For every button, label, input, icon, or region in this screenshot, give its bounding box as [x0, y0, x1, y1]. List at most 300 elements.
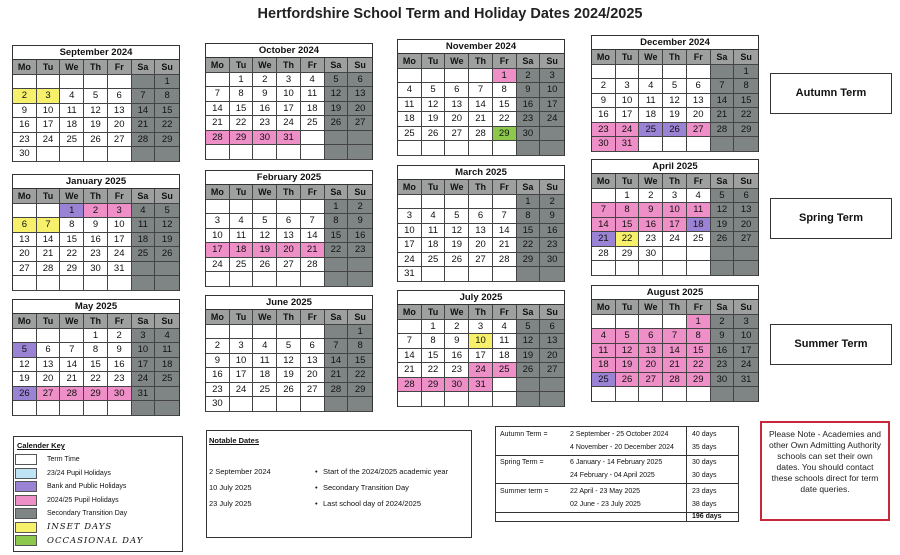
day-cell: 15: [325, 229, 349, 244]
day-cell: 16: [84, 233, 108, 248]
day-cell: 16: [108, 358, 132, 373]
day-cell: 18: [253, 368, 277, 383]
day-cell: 8: [155, 89, 179, 104]
day-cell: 14: [132, 104, 156, 119]
bullet: •: [315, 483, 318, 492]
day-cell: 3: [277, 73, 301, 88]
weekday-header: We: [60, 60, 84, 75]
day-cell: 4: [301, 73, 325, 88]
weekday-header: Fr: [108, 314, 132, 329]
month-title: August 2025: [646, 287, 704, 298]
empty-cell: [155, 276, 179, 291]
day-cell: 9: [592, 94, 616, 109]
day-cell: 21: [663, 358, 687, 373]
day-cell: 26: [517, 363, 541, 378]
weekday-header: Su: [734, 50, 758, 65]
empty-cell: [37, 276, 61, 291]
weekday-header: Su: [734, 174, 758, 189]
weekday-header: Fr: [108, 189, 132, 204]
weekday-header: Fr: [687, 300, 711, 315]
day-cell: 6: [37, 343, 61, 358]
day-cell: 26: [711, 232, 735, 247]
day-cell: 8: [325, 214, 349, 229]
day-cell: 29: [155, 133, 179, 148]
empty-cell: [616, 315, 640, 330]
day-cell: 4: [60, 89, 84, 104]
weekday-header: Mo: [206, 185, 230, 200]
day-cell: 18: [493, 349, 517, 364]
day-cell: 5: [663, 79, 687, 94]
day-cell: 17: [230, 368, 254, 383]
month-title: December 2024: [640, 37, 710, 48]
day-cell: 20: [277, 243, 301, 258]
weekday-header: Tu: [37, 60, 61, 75]
empty-cell: [325, 145, 349, 160]
empty-cell: [592, 387, 616, 402]
day-cell: 9: [84, 218, 108, 233]
day-cell: 18: [155, 358, 179, 373]
month-grid: [398, 53, 564, 156]
day-cell: 31: [616, 137, 640, 152]
day-cell: 1: [60, 204, 84, 219]
empty-cell: [734, 261, 758, 276]
empty-cell: [445, 195, 469, 210]
day-cell: 25: [132, 247, 156, 262]
empty-cell: [711, 137, 735, 152]
day-cell: 13: [108, 104, 132, 119]
notable-dates: [206, 430, 472, 538]
empty-cell: [398, 69, 422, 84]
day-cell: 23: [517, 112, 541, 127]
day-cell: 24: [734, 358, 758, 373]
day-cell: 11: [132, 218, 156, 233]
day-cell: 1: [734, 65, 758, 80]
day-cell: 30: [711, 373, 735, 388]
day-cell: 14: [325, 354, 349, 369]
weekday-header: Sa: [711, 174, 735, 189]
day-cell: 15: [422, 349, 446, 364]
day-cell: 25: [155, 372, 179, 387]
day-cell: 19: [663, 108, 687, 123]
empty-cell: [108, 276, 132, 291]
day-cell: 30: [445, 378, 469, 393]
empty-cell: [13, 329, 37, 344]
weekday-header: Mo: [206, 310, 230, 325]
day-cell: 31: [277, 131, 301, 146]
day-cell: 30: [517, 127, 541, 142]
day-cell: 24: [616, 123, 640, 138]
key-label: Term Time: [47, 456, 80, 464]
day-cell: 30: [253, 131, 277, 146]
empty-cell: [325, 131, 349, 146]
weekday-header: Fr: [493, 54, 517, 69]
day-cell: 22: [687, 358, 711, 373]
empty-cell: [60, 276, 84, 291]
day-cell: 20: [734, 218, 758, 233]
day-cell: 15: [734, 94, 758, 109]
empty-cell: [60, 329, 84, 344]
weekday-header: Th: [277, 185, 301, 200]
day-cell: 13: [469, 224, 493, 239]
empty-cell: [132, 147, 156, 162]
month-calendar: [205, 43, 373, 160]
summary-total: 196 days: [692, 513, 722, 520]
empty-cell: [108, 147, 132, 162]
day-cell: 6: [348, 73, 372, 88]
day-cell: 14: [398, 349, 422, 364]
day-cell: 17: [206, 243, 230, 258]
day-cell: 26: [616, 373, 640, 388]
weekday-header: Fr: [493, 305, 517, 320]
day-cell: 14: [301, 229, 325, 244]
weekday-header: Tu: [616, 50, 640, 65]
day-cell: 31: [734, 373, 758, 388]
day-cell: 23: [540, 238, 564, 253]
day-cell: 16: [517, 98, 541, 113]
notable-desc: Start of the 2024/2025 academic year: [323, 467, 449, 476]
day-cell: 13: [687, 94, 711, 109]
day-cell: 17: [37, 118, 61, 133]
day-cell: 7: [325, 339, 349, 354]
empty-cell: [493, 392, 517, 407]
weekday-header: Th: [469, 305, 493, 320]
day-cell: 17: [734, 344, 758, 359]
day-cell: 14: [663, 344, 687, 359]
empty-cell: [13, 204, 37, 219]
weekday-header: Tu: [422, 180, 446, 195]
day-cell: 3: [616, 79, 640, 94]
day-cell: 20: [639, 358, 663, 373]
empty-cell: [493, 195, 517, 210]
empty-cell: [592, 189, 616, 204]
key-swatch: [15, 481, 37, 492]
weekday-header: Tu: [616, 174, 640, 189]
empty-cell: [230, 145, 254, 160]
day-cell: 17: [108, 233, 132, 248]
weekday-header: Su: [155, 314, 179, 329]
day-cell: 2: [253, 73, 277, 88]
empty-cell: [13, 401, 37, 416]
day-cell: 12: [325, 87, 349, 102]
day-cell: 30: [13, 147, 37, 162]
empty-cell: [663, 247, 687, 262]
day-cell: 20: [469, 238, 493, 253]
empty-cell: [540, 141, 564, 156]
empty-cell: [639, 387, 663, 402]
empty-cell: [616, 261, 640, 276]
weekday-header: Sa: [325, 58, 349, 73]
day-cell: 6: [734, 189, 758, 204]
empty-cell: [422, 267, 446, 282]
day-cell: 27: [734, 232, 758, 247]
day-cell: 13: [639, 344, 663, 359]
empty-cell: [517, 378, 541, 393]
day-cell: 13: [277, 229, 301, 244]
empty-cell: [60, 147, 84, 162]
empty-cell: [132, 276, 156, 291]
empty-cell: [277, 397, 301, 412]
calendar-key: [13, 436, 183, 552]
day-cell: 22: [155, 118, 179, 133]
empty-cell: [37, 401, 61, 416]
weekday-header: Th: [663, 174, 687, 189]
empty-cell: [132, 75, 156, 90]
bullet: •: [315, 467, 318, 476]
empty-cell: [348, 272, 372, 287]
day-cell: 23: [445, 363, 469, 378]
empty-cell: [206, 73, 230, 88]
weekday-header: We: [445, 180, 469, 195]
summary-term: Spring Term =: [500, 459, 544, 466]
summary-range: 22 April - 23 May 2025: [570, 488, 641, 495]
day-cell: 29: [616, 247, 640, 262]
day-cell: 16: [540, 224, 564, 239]
day-cell: 20: [13, 247, 37, 262]
day-cell: 1: [230, 73, 254, 88]
day-cell: 24: [37, 133, 61, 148]
empty-cell: [277, 200, 301, 215]
day-cell: 6: [277, 214, 301, 229]
day-cell: 17: [398, 238, 422, 253]
day-cell: 24: [663, 232, 687, 247]
key-item: [15, 453, 182, 467]
month-calendar: [205, 170, 373, 287]
day-cell: 9: [711, 329, 735, 344]
weekday-header: Fr: [301, 58, 325, 73]
day-cell: 28: [469, 127, 493, 142]
day-cell: 7: [493, 209, 517, 224]
weekday-header: Th: [84, 60, 108, 75]
weekday-header: We: [639, 174, 663, 189]
weekday-header: Tu: [230, 58, 254, 73]
empty-cell: [253, 397, 277, 412]
empty-cell: [734, 137, 758, 152]
day-cell: 24: [230, 383, 254, 398]
day-cell: 21: [325, 368, 349, 383]
month-title: April 2025: [652, 161, 698, 172]
empty-cell: [325, 325, 349, 340]
day-cell: 4: [687, 189, 711, 204]
day-cell: 17: [616, 108, 640, 123]
day-cell: 28: [325, 383, 349, 398]
empty-cell: [301, 200, 325, 215]
month-calendar: [12, 45, 180, 162]
day-cell: 27: [348, 116, 372, 131]
day-cell: 18: [398, 112, 422, 127]
day-cell: 2: [639, 189, 663, 204]
weekday-header: Mo: [592, 50, 616, 65]
day-cell: 6: [13, 218, 37, 233]
key-swatch: [15, 535, 37, 546]
weekday-header: Th: [84, 189, 108, 204]
empty-cell: [60, 401, 84, 416]
weekday-header: We: [253, 310, 277, 325]
day-cell: 20: [301, 368, 325, 383]
weekday-header: Su: [155, 189, 179, 204]
weekday-header: Tu: [422, 305, 446, 320]
day-cell: 24: [206, 258, 230, 273]
day-cell: 18: [230, 243, 254, 258]
day-cell: 30: [540, 253, 564, 268]
day-cell: 2: [206, 339, 230, 354]
day-cell: 3: [206, 214, 230, 229]
weekday-header: Th: [277, 58, 301, 73]
day-cell: 10: [108, 218, 132, 233]
empty-cell: [663, 65, 687, 80]
day-cell: 6: [639, 329, 663, 344]
day-cell: 27: [301, 383, 325, 398]
day-cell: 25: [422, 253, 446, 268]
weekday-header: We: [253, 58, 277, 73]
empty-cell: [469, 267, 493, 282]
summary-days: 30 days: [692, 459, 717, 466]
day-cell: 10: [132, 343, 156, 358]
empty-cell: [301, 397, 325, 412]
day-cell: 13: [445, 98, 469, 113]
empty-cell: [687, 247, 711, 262]
day-cell: 22: [517, 238, 541, 253]
day-cell: 1: [616, 189, 640, 204]
month-title: October 2024: [258, 45, 320, 56]
empty-cell: [687, 261, 711, 276]
empty-cell: [325, 258, 349, 273]
weekday-header: Mo: [398, 305, 422, 320]
day-cell: 28: [398, 378, 422, 393]
day-cell: 12: [422, 98, 446, 113]
empty-cell: [445, 392, 469, 407]
day-cell: 8: [734, 79, 758, 94]
weekday-header: Th: [663, 300, 687, 315]
day-cell: 26: [13, 387, 37, 402]
key-swatch: [15, 468, 37, 479]
key-swatch: [15, 522, 37, 533]
empty-cell: [540, 267, 564, 282]
key-item: [15, 521, 182, 535]
empty-cell: [37, 329, 61, 344]
empty-cell: [663, 315, 687, 330]
month-calendar: [591, 159, 759, 276]
month-calendar: [397, 290, 565, 407]
empty-cell: [469, 69, 493, 84]
day-cell: 10: [230, 354, 254, 369]
key-item: [15, 494, 182, 508]
empty-cell: [155, 401, 179, 416]
day-cell: 23: [711, 358, 735, 373]
day-cell: 16: [445, 349, 469, 364]
empty-cell: [155, 262, 179, 277]
day-cell: 27: [37, 387, 61, 402]
weekday-header: Tu: [230, 310, 254, 325]
day-cell: 4: [639, 79, 663, 94]
day-cell: 1: [325, 200, 349, 215]
day-cell: 10: [469, 334, 493, 349]
day-cell: 21: [711, 108, 735, 123]
day-cell: 18: [687, 218, 711, 233]
weekday-header: Th: [663, 50, 687, 65]
day-cell: 27: [277, 258, 301, 273]
day-cell: 7: [592, 203, 616, 218]
day-cell: 3: [108, 204, 132, 219]
day-cell: 5: [84, 89, 108, 104]
empty-cell: [206, 325, 230, 340]
day-cell: 2: [711, 315, 735, 330]
day-cell: 13: [348, 87, 372, 102]
month-calendar: [397, 39, 565, 156]
autumn-term-label: Autumn Term: [770, 73, 892, 114]
empty-cell: [592, 65, 616, 80]
key-item: [15, 507, 182, 521]
day-cell: 3: [230, 339, 254, 354]
day-cell: 1: [155, 75, 179, 90]
day-cell: 16: [639, 218, 663, 233]
weekday-header: We: [60, 189, 84, 204]
empty-cell: [253, 145, 277, 160]
empty-cell: [540, 127, 564, 142]
weekday-header: Th: [277, 310, 301, 325]
empty-cell: [253, 200, 277, 215]
key-label: INSET DAYS: [47, 522, 113, 533]
empty-cell: [445, 141, 469, 156]
day-cell: 8: [84, 343, 108, 358]
day-cell: 31: [469, 378, 493, 393]
weekday-header: Sa: [711, 50, 735, 65]
day-cell: 7: [398, 334, 422, 349]
day-cell: 28: [206, 131, 230, 146]
day-cell: 27: [687, 123, 711, 138]
empty-cell: [493, 378, 517, 393]
day-cell: 22: [616, 232, 640, 247]
empty-cell: [422, 141, 446, 156]
month-title: September 2024: [59, 47, 133, 58]
empty-cell: [60, 75, 84, 90]
month-grid: [13, 313, 179, 416]
month-calendar: [591, 285, 759, 402]
summary-rule: [496, 483, 738, 484]
empty-cell: [422, 195, 446, 210]
day-cell: 1: [84, 329, 108, 344]
day-cell: 7: [206, 87, 230, 102]
day-cell: 26: [253, 258, 277, 273]
day-cell: 6: [687, 79, 711, 94]
empty-cell: [687, 137, 711, 152]
day-cell: 10: [616, 94, 640, 109]
day-cell: 9: [348, 214, 372, 229]
day-cell: 26: [155, 247, 179, 262]
day-cell: 15: [155, 104, 179, 119]
day-cell: 23: [348, 243, 372, 258]
day-cell: 19: [445, 238, 469, 253]
day-cell: 29: [493, 127, 517, 142]
day-cell: 7: [301, 214, 325, 229]
day-cell: 29: [348, 383, 372, 398]
day-cell: 8: [422, 334, 446, 349]
day-cell: 7: [60, 343, 84, 358]
day-cell: 18: [301, 102, 325, 117]
day-cell: 16: [592, 108, 616, 123]
day-cell: 3: [398, 209, 422, 224]
month-title: July 2025: [459, 292, 503, 303]
day-cell: 13: [13, 233, 37, 248]
day-cell: 31: [108, 262, 132, 277]
empty-cell: [301, 272, 325, 287]
day-cell: 14: [206, 102, 230, 117]
empty-cell: [132, 262, 156, 277]
day-cell: 25: [230, 258, 254, 273]
weekday-header: Sa: [325, 310, 349, 325]
month-title: May 2025: [74, 301, 118, 312]
day-cell: 4: [493, 320, 517, 335]
day-cell: 5: [616, 329, 640, 344]
